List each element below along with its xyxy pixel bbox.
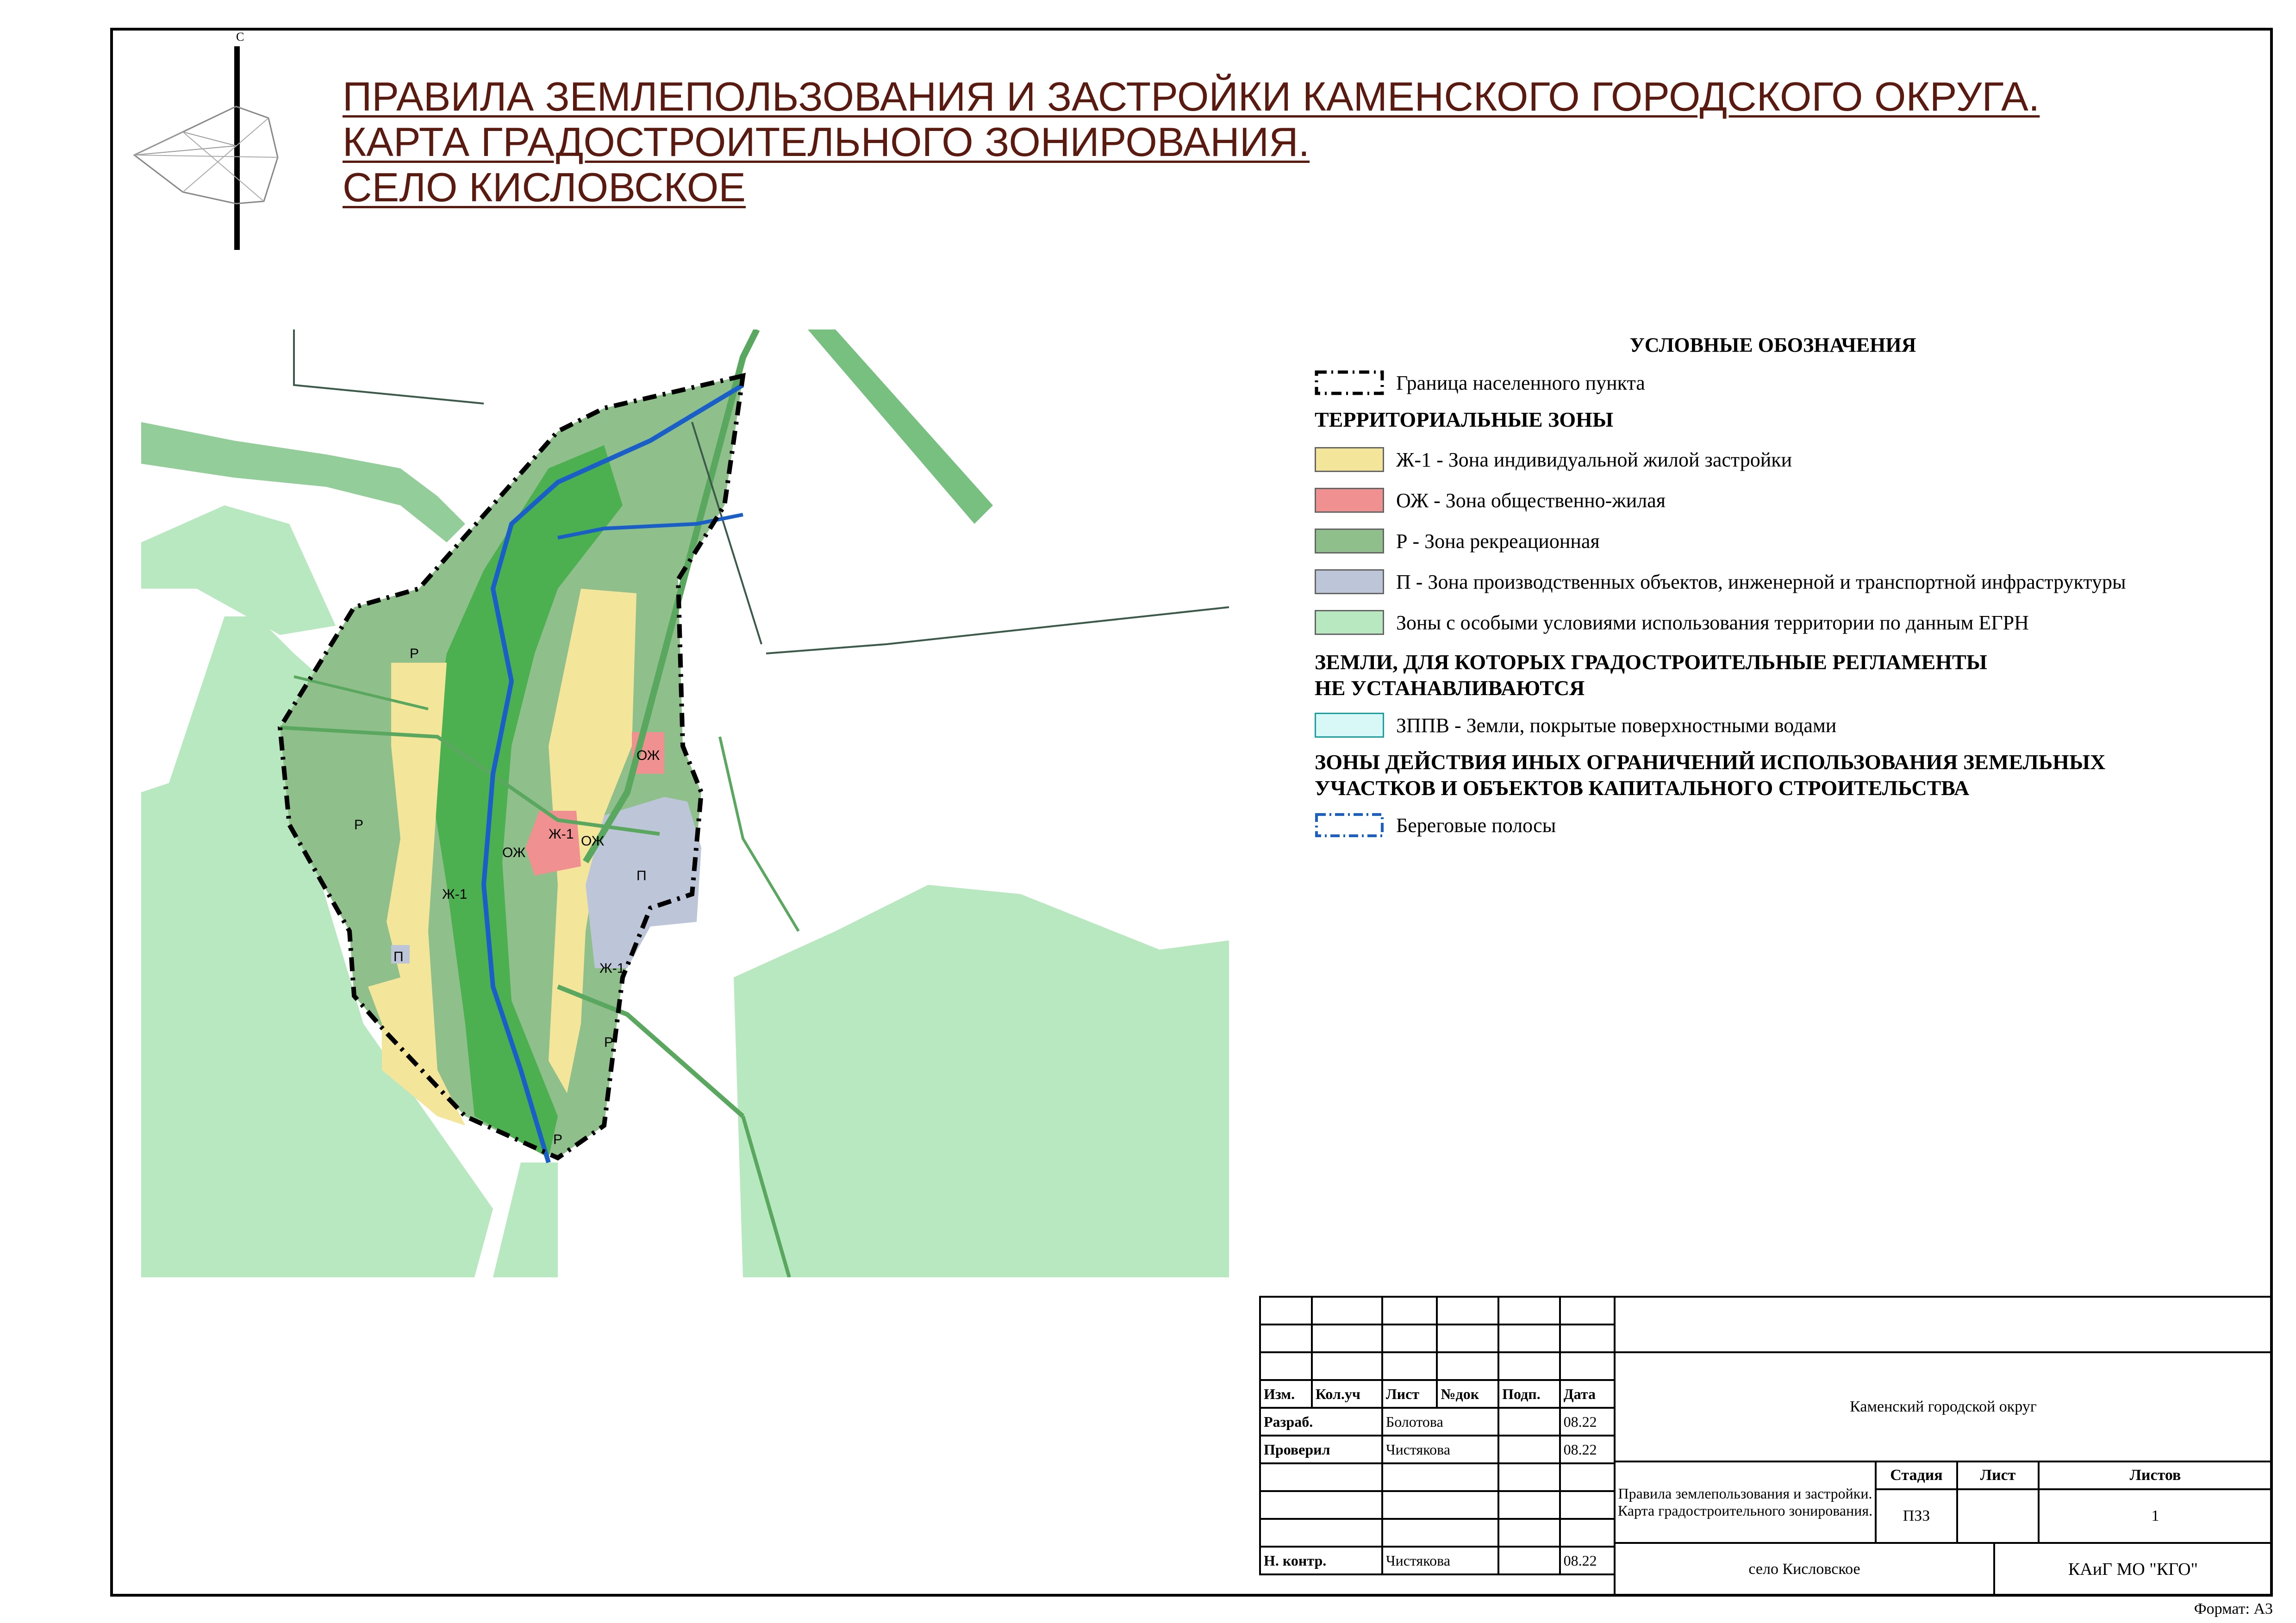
legend-shore-label: Береговые полосы	[1396, 814, 1556, 837]
zone-label-12: Р	[553, 1132, 563, 1147]
stamp-header-date: Дата	[1560, 1380, 1615, 1408]
stamp-row-2-name: Чистякова	[1382, 1436, 1498, 1463]
doc-title-line-2: Карта градостроительного зонирования.	[1617, 1502, 1873, 1519]
stamp-sheet-header: Лист	[1956, 1461, 2040, 1490]
stamp-signature-table	[1259, 1296, 1616, 1575]
zone-label-6: Ж-1	[549, 827, 574, 842]
format-label: Формат: А3	[2194, 1600, 2273, 1617]
swatch-public-residential	[1315, 488, 1384, 513]
stamp-row-1-role: Разраб.	[1260, 1408, 1382, 1436]
stamp-row-2-date: 08.22	[1560, 1436, 1615, 1463]
stamp-sheets: 1	[2038, 1488, 2273, 1544]
stamp-row-1-name: Болотова	[1382, 1408, 1498, 1436]
zone-label-10: Ж-1	[599, 961, 625, 976]
legend-zone-5-label: Зоны с особыми условиями использования территории по данным ЕГРН	[1396, 611, 2029, 634]
legend-water-label: ЗППВ - Земли, покрытые поверхностными водами	[1396, 714, 1837, 737]
legend-zone-4-label: П - Зона производственных объектов, инженерной и транспортной инфраструктуры	[1396, 570, 2126, 593]
stamp-place: село Кисловское	[1614, 1542, 1995, 1597]
zone-label-1: Р	[410, 646, 419, 661]
legend-boundary-label: Граница населенного пункта	[1396, 371, 1645, 394]
stamp-sheet	[1956, 1488, 2040, 1544]
north-arrow-icon	[125, 28, 292, 259]
map-title	[343, 74, 2040, 210]
legend-zone-4	[1315, 561, 2231, 602]
legend-zone-2	[1315, 480, 2231, 521]
map-legend	[1315, 333, 2231, 843]
stamp-row-4-date: 08.22	[1560, 1547, 1615, 1574]
stamp-header-izm: Изм.	[1260, 1380, 1312, 1408]
stamp-organization: Каменский городской округ	[1614, 1351, 2273, 1462]
stamp-row-4-role: Н. контр.	[1260, 1547, 1382, 1574]
stamp-row-4-name: Чистякова	[1382, 1547, 1498, 1574]
legend-title: УСЛОВНЫЕ ОБОЗНАЧЕНИЯ	[1629, 334, 1916, 356]
boundary-swatch-icon	[1315, 370, 1384, 395]
swatch-recreation	[1315, 529, 1384, 553]
stamp-row-2-role: Проверил	[1260, 1436, 1382, 1463]
zone-label-5: ОЖ	[502, 845, 526, 860]
swatch-residential	[1315, 447, 1384, 472]
title-block	[1259, 1296, 2273, 1597]
no-regulation-line-1: ЗЕМЛИ, ДЛЯ КОТОРЫХ ГРАДОСТРОИТЕЛЬНЫЕ РЕГЛАМЕНТЫ	[1315, 650, 1987, 674]
stamp-header-kol: Кол.уч	[1312, 1380, 1382, 1408]
legend-zone-3	[1315, 521, 2231, 561]
doc-title-line-1: Правила землепользования и застройки.	[1618, 1485, 1872, 1502]
stamp-stage-header: Стадия	[1875, 1461, 1958, 1490]
zone-label-9: П	[636, 868, 647, 883]
restrictions-line-1: ЗОНЫ ДЕЙСТВИЯ ИНЫХ ОГРАНИЧЕНИЙ ИСПОЛЬЗОВАНИЯ ЗЕМЕЛЬНЫХ	[1315, 750, 2106, 774]
restrictions-line-2: УЧАСТКОВ И ОБЪЕКТОВ КАПИТАЛЬНОГО СТРОИТЕЛЬСТВА	[1315, 776, 1970, 800]
shore-swatch-icon	[1315, 813, 1384, 838]
zone-label-4: П	[393, 949, 404, 964]
title-line-1: ПРАВИЛА ЗЕМЛЕПОЛЬЗОВАНИЯ И ЗАСТРОЙКИ КАМЕНСКОГО ГОРОДСКОГО ОКРУГА.	[343, 74, 2040, 119]
zone-label-7: ОЖ	[581, 833, 605, 849]
legend-zone-5	[1315, 602, 2231, 643]
legend-shore	[1315, 808, 2231, 843]
stamp-header-list: Лист	[1382, 1380, 1437, 1408]
legend-restrictions-heading	[1315, 749, 2231, 801]
legend-boundary	[1315, 365, 2231, 400]
swatch-water	[1315, 713, 1384, 738]
zone-label-8: ОЖ	[636, 748, 660, 763]
title-line-3: СЕЛО КИСЛОВСКОЕ	[343, 164, 746, 210]
legend-territorial-heading: ТЕРРИТОРИАЛЬНЫЕ ЗОНЫ	[1315, 408, 1614, 431]
legend-zone-3-label: Р - Зона рекреационная	[1396, 529, 1600, 553]
stamp-header-doc: №док	[1437, 1380, 1498, 1408]
swatch-industrial	[1315, 569, 1384, 594]
stamp-department: КАиГ МО "КГО"	[1993, 1542, 2273, 1597]
zoning-map[interactable]	[141, 330, 1229, 1277]
stamp-top-cell	[1614, 1296, 2273, 1353]
stamp-doc-title	[1614, 1461, 1877, 1544]
legend-water	[1315, 708, 2231, 743]
swatch-special	[1315, 610, 1384, 635]
stamp-stage: ПЗЗ	[1875, 1488, 1958, 1544]
stamp-header-sign: Подп.	[1498, 1380, 1560, 1408]
zone-label-2: Р	[354, 817, 364, 833]
no-regulation-line-2: НЕ УСТАНАВЛИВАЮТСЯ	[1315, 676, 1585, 700]
legend-no-regulation-heading	[1315, 649, 2231, 701]
stamp-sheets-header: Листов	[2038, 1461, 2273, 1490]
legend-zone-1	[1315, 439, 2231, 480]
stamp-row-1-date: 08.22	[1560, 1408, 1615, 1436]
zone-label-3: Ж-1	[442, 887, 468, 902]
zone-label-11: Р	[604, 1035, 614, 1050]
legend-zone-1-label: Ж-1 - Зона индивидуальной жилой застройки	[1396, 448, 1792, 471]
title-line-2: КАРТА ГРАДОСТРОИТЕЛЬНОГО ЗОНИРОВАНИЯ.	[343, 119, 1310, 165]
north-label: С	[236, 30, 244, 44]
legend-zone-2-label: ОЖ - Зона общественно-жилая	[1396, 489, 1666, 512]
